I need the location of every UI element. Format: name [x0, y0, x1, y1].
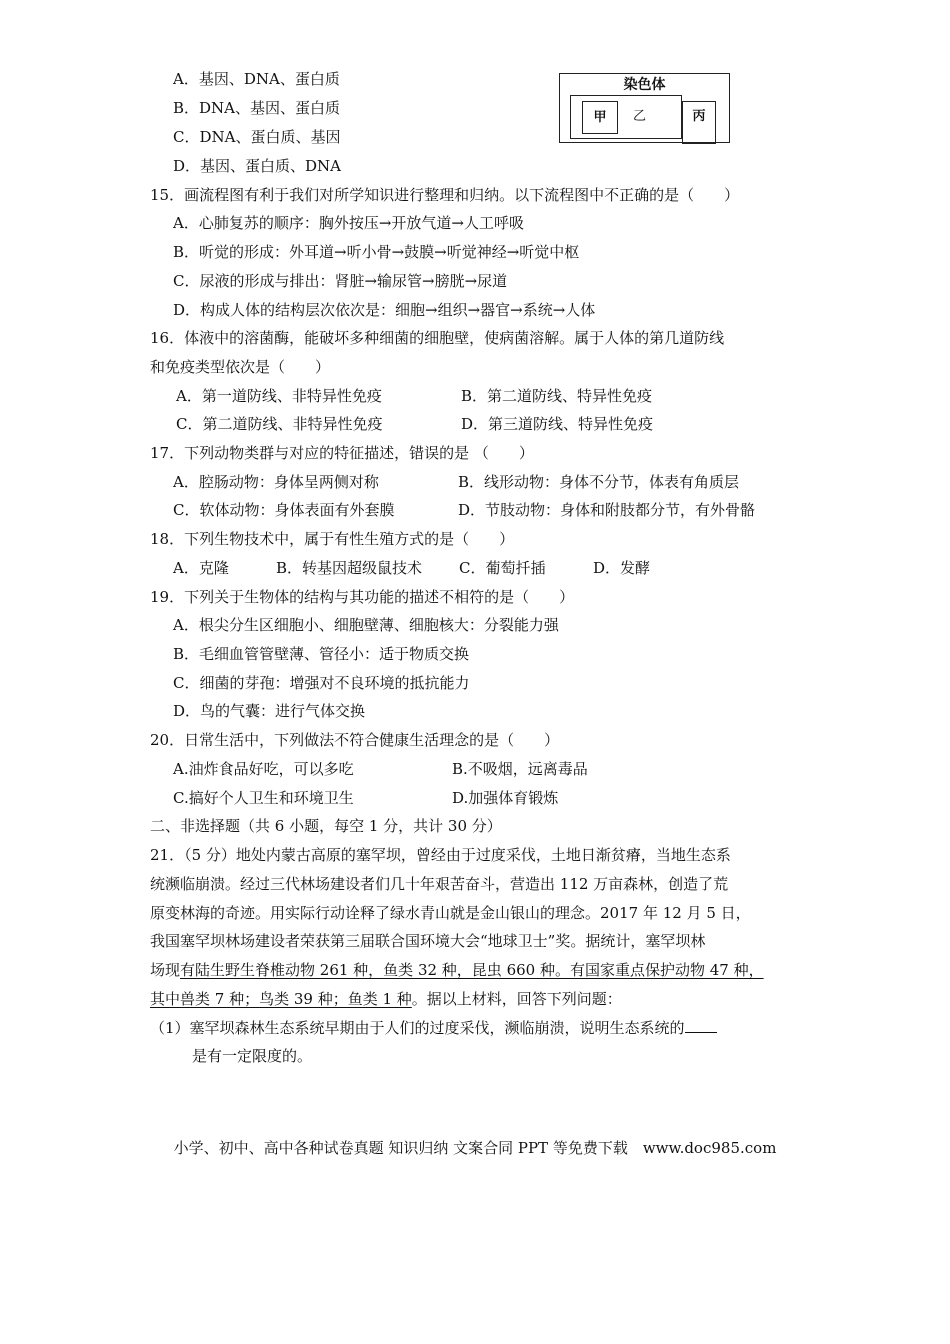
- q21-line6: [150, 989, 622, 1009]
- q18-option-c: C．葡萄扦插: [459, 559, 546, 577]
- q16-option-a: A．第一道防线、非特异性免疫: [176, 387, 382, 405]
- q21-sub1-line1: [150, 1018, 717, 1038]
- diagram-label-jia: 甲: [582, 101, 618, 134]
- answer-blank[interactable]: [685, 1018, 717, 1033]
- q20-option-b: B.不吸烟，远离毒品: [452, 760, 588, 778]
- q16-option-d: D．第三道防线、特异性免疫: [461, 415, 654, 433]
- q17-option-d: D．节肢动物：身体和附肢都分节，有外骨骼: [458, 501, 756, 519]
- q21-sub1-text: （1）塞罕坝森林生态系统早期由于人们的过度采伐，濒临崩溃，说明生态系统的: [150, 1019, 685, 1037]
- q20-stem: 20．日常生活中，下列做法不符合健康生活理念的是（ ）: [150, 731, 560, 749]
- q19-option-d: D．鸟的气囊：进行气体交换: [173, 702, 366, 720]
- q20-option-d: D.加强体育锻炼: [452, 789, 559, 807]
- q15-stem: 15．画流程图有利于我们对所学知识进行整理和归纳。以下流程图中不正确的是（ ）: [150, 186, 740, 204]
- q21-line2: 统濒临崩溃。经过三代林场建设者们几十年艰苦奋斗，营造出 112 万亩森林，创造了荒: [150, 875, 729, 893]
- q18-option-a: A．克隆: [173, 559, 229, 577]
- q16-option-b: B．第二道防线、特异性免疫: [461, 387, 653, 405]
- section-heading: 二、非选择题（共 6 小题，每空 1 分，共计 30 分）: [150, 817, 502, 835]
- q19-option-a: A．根尖分生区细胞小、细胞壁薄、细胞核大：分裂能力强: [173, 616, 559, 634]
- q15-option-d: D．构成人体的结构层次依次是：细胞→组织→器官→系统→人体: [173, 301, 596, 319]
- q14-option-a: A．基因、DNA、蛋白质: [173, 70, 340, 88]
- q21-line1: 21．（5 分）地处内蒙古高原的塞罕坝，曾经由于过度采伐，土地日渐贫瘠，当地生态系: [150, 846, 731, 864]
- q18-stem: 18．下列生物技术中，属于有性生殖方式的是（ ）: [150, 530, 515, 548]
- chromosome-diagram: [559, 73, 730, 143]
- q20-option-a: A.油炸食品好吃，可以多吃: [173, 760, 354, 778]
- q14-option-b: B．DNA、基因、蛋白质: [173, 99, 341, 117]
- q19-option-b: B．毛细血管管壁薄、管径小：适于物质交换: [173, 645, 470, 663]
- q16-stem-line1: 16．体液中的溶菌酶，能破坏多种细菌的细胞壁，使病菌溶解。属于人体的第几道防线: [150, 329, 725, 347]
- q18-option-d: D．发酵: [593, 559, 651, 577]
- q21-line5-prefix: 场现: [150, 961, 181, 979]
- q19-option-c: C．细菌的芽孢：增强对不良环境的抵抗能力: [173, 674, 470, 692]
- q15-option-a: A．心肺复苏的顺序：胸外按压→开放气道→人工呼吸: [173, 214, 524, 232]
- q14-option-c: C．DNA、蛋白质、基因: [173, 128, 341, 146]
- q14-option-d: D．基因、蛋白质、DNA: [173, 157, 342, 175]
- q21-underlined-stats-2: 其中兽类 7 种；鸟类 39 种；鱼类 1 种: [150, 990, 412, 1008]
- q21-line6-suffix: 。据以上材料，回答下列问题：: [411, 990, 622, 1008]
- q21-line4: 我国塞罕坝林场建设者荣获第三届联合国环境大会“地球卫士”奖。据统计，塞罕坝林: [150, 932, 706, 950]
- q16-option-c: C．第二道防线、非特异性免疫: [176, 415, 383, 433]
- q17-stem: 17．下列动物类群与对应的特征描述，错误的是 （ ）: [150, 444, 534, 462]
- diagram-label-yi: 乙: [633, 109, 647, 124]
- q21-sub1-line2: 是有一定限度的。: [192, 1047, 313, 1065]
- q21-underlined-stats-1: 有陆生野生脊椎动物 261 种，鱼类 32 种，昆虫 660 种。有国家重点保护动物 47 种，: [180, 961, 764, 979]
- q15-option-c: C．尿液的形成与排出：肾脏→输尿管→膀胱→尿道: [173, 272, 508, 290]
- diagram-title: 染色体: [623, 77, 666, 93]
- q17-option-a: A．腔肠动物：身体呈两侧对称: [173, 473, 379, 491]
- q20-option-c: C.搞好个人卫生和环境卫生: [173, 789, 354, 807]
- q15-option-b: B．听觉的形成：外耳道→听小骨→鼓膜→听觉神经→听觉中枢: [173, 243, 580, 261]
- q21-line5: [150, 960, 764, 980]
- q19-stem: 19．下列关于生物体的结构与其功能的描述不相符的是（ ）: [150, 588, 575, 606]
- diagram-label-bing: 丙: [682, 101, 716, 144]
- q21-line3: 原变林海的奇迹。用实际行动诠释了绿水青山就是金山银山的理念。2017 年 12 月 5 日，: [150, 904, 751, 922]
- q18-option-b: B．转基因超级鼠技术: [276, 559, 423, 577]
- q17-option-b: B．线形动物：身体不分节，体表有角质层: [458, 473, 740, 491]
- q16-stem-line2: 和免疫类型依次是（ ）: [150, 358, 331, 376]
- q17-option-c: C．软体动物：身体表面有外套膜: [173, 501, 395, 519]
- page-footer: 小学、初中、高中各种试卷真题 知识归纳 文案合同 PPT 等免费下载 www.doc985.com: [173, 1139, 777, 1157]
